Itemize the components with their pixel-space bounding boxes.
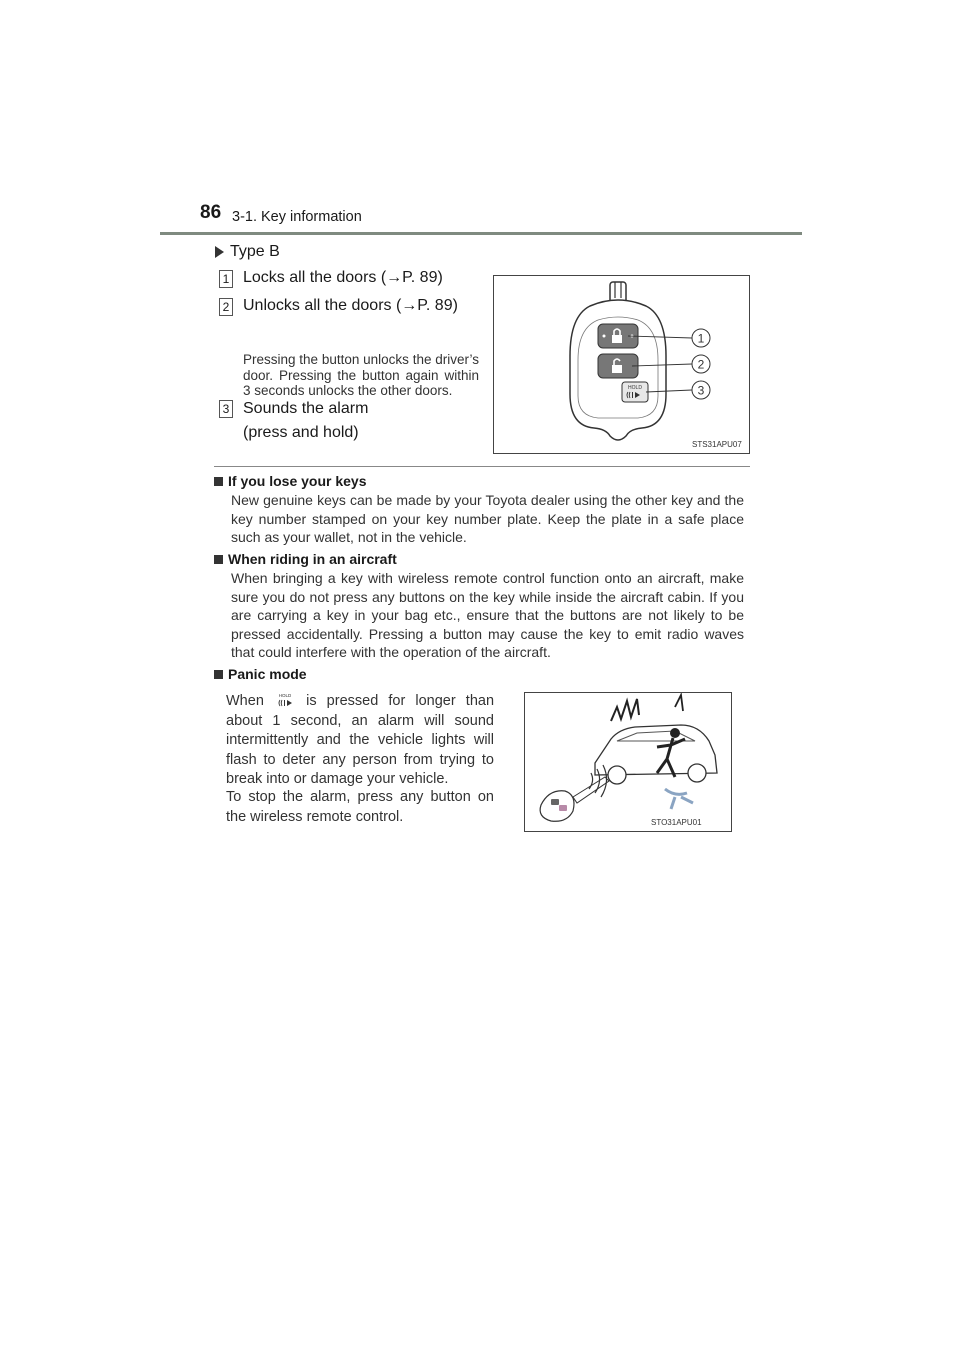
unlock-description: Pressing the button unlocks the driver’s door. Pressing the button again within 3 seconds unlocks the other doors. — [243, 352, 479, 398]
svg-text:2: 2 — [697, 357, 705, 372]
item-number-1: 1 — [219, 270, 233, 288]
note-heading-panic: Panic mode — [214, 666, 307, 682]
header-divider — [160, 232, 802, 235]
item-3-text-line2: (press and hold) — [243, 424, 359, 441]
key-fob-illustration — [494, 276, 749, 453]
arrow-bullet-icon — [215, 246, 224, 258]
item-number-3: 3 — [219, 400, 233, 418]
callout-2 — [692, 355, 710, 373]
figure2-code: STO31APU01 — [651, 818, 702, 827]
note-body-lost-keys: New genuine keys can be made by your Toyota dealer using the other key and the key number stamped on your key number plate. Keep the plate in a safe place such as your wallet, not in the vehicle. — [231, 492, 744, 545]
figure1-code: STS31APU07 — [692, 440, 742, 449]
item-number-2: 2 — [219, 298, 233, 316]
panic-mode-description: When HOLD is pressed for longer than about 1 second, an alarm will sound intermittently and the vehicle lights will flash to deter any person from trying to break into or damage your vehicle. — [226, 693, 495, 787]
note-heading-aircraft: When riding in an aircraft — [214, 551, 397, 567]
panic-mode-stop-instructions: To stop the alarm, press any button on the wireless remote control. — [226, 789, 494, 825]
square-bullet-icon — [214, 670, 223, 679]
note-heading-lost-keys: If you lose your keys — [214, 473, 367, 489]
hold-button-icon — [276, 692, 294, 708]
item-3-text-line1: Sounds the alarm — [243, 400, 369, 417]
callout-1 — [692, 329, 710, 347]
item-1-text: Locks all the doors (→P. 89) — [243, 269, 443, 286]
section-title: 3-1. Key information — [232, 209, 362, 225]
page-number: 86 — [200, 202, 222, 223]
callout-3 — [692, 381, 710, 399]
panic-alarm-illustration — [525, 693, 731, 831]
square-bullet-icon — [214, 555, 223, 564]
svg-text:3: 3 — [697, 383, 705, 398]
type-b-label: Type B — [230, 243, 280, 260]
note-body-aircraft: When bringing a key with wireless remote control function onto an aircraft, make sure you do not press any buttons on the key while inside the aircraft cabin. If you are carrying a key in your bag etc., ensure that the buttons are not likely to be pressed accidentally. Pressing a button may cause the key to emit radio waves that could interfere with the operation of the aircraft. — [231, 570, 744, 660]
square-bullet-icon — [214, 477, 223, 486]
panic-alarm-figure — [524, 692, 732, 832]
item-2-text: Unlocks all the doors (→P. 89) — [243, 297, 458, 314]
hold-button — [622, 382, 648, 402]
key-fob-figure — [493, 275, 750, 454]
hold-label: HOLD — [628, 385, 642, 391]
svg-text:HOLD: HOLD — [278, 693, 292, 698]
section-divider — [214, 466, 750, 467]
svg-text:1: 1 — [697, 331, 705, 346]
